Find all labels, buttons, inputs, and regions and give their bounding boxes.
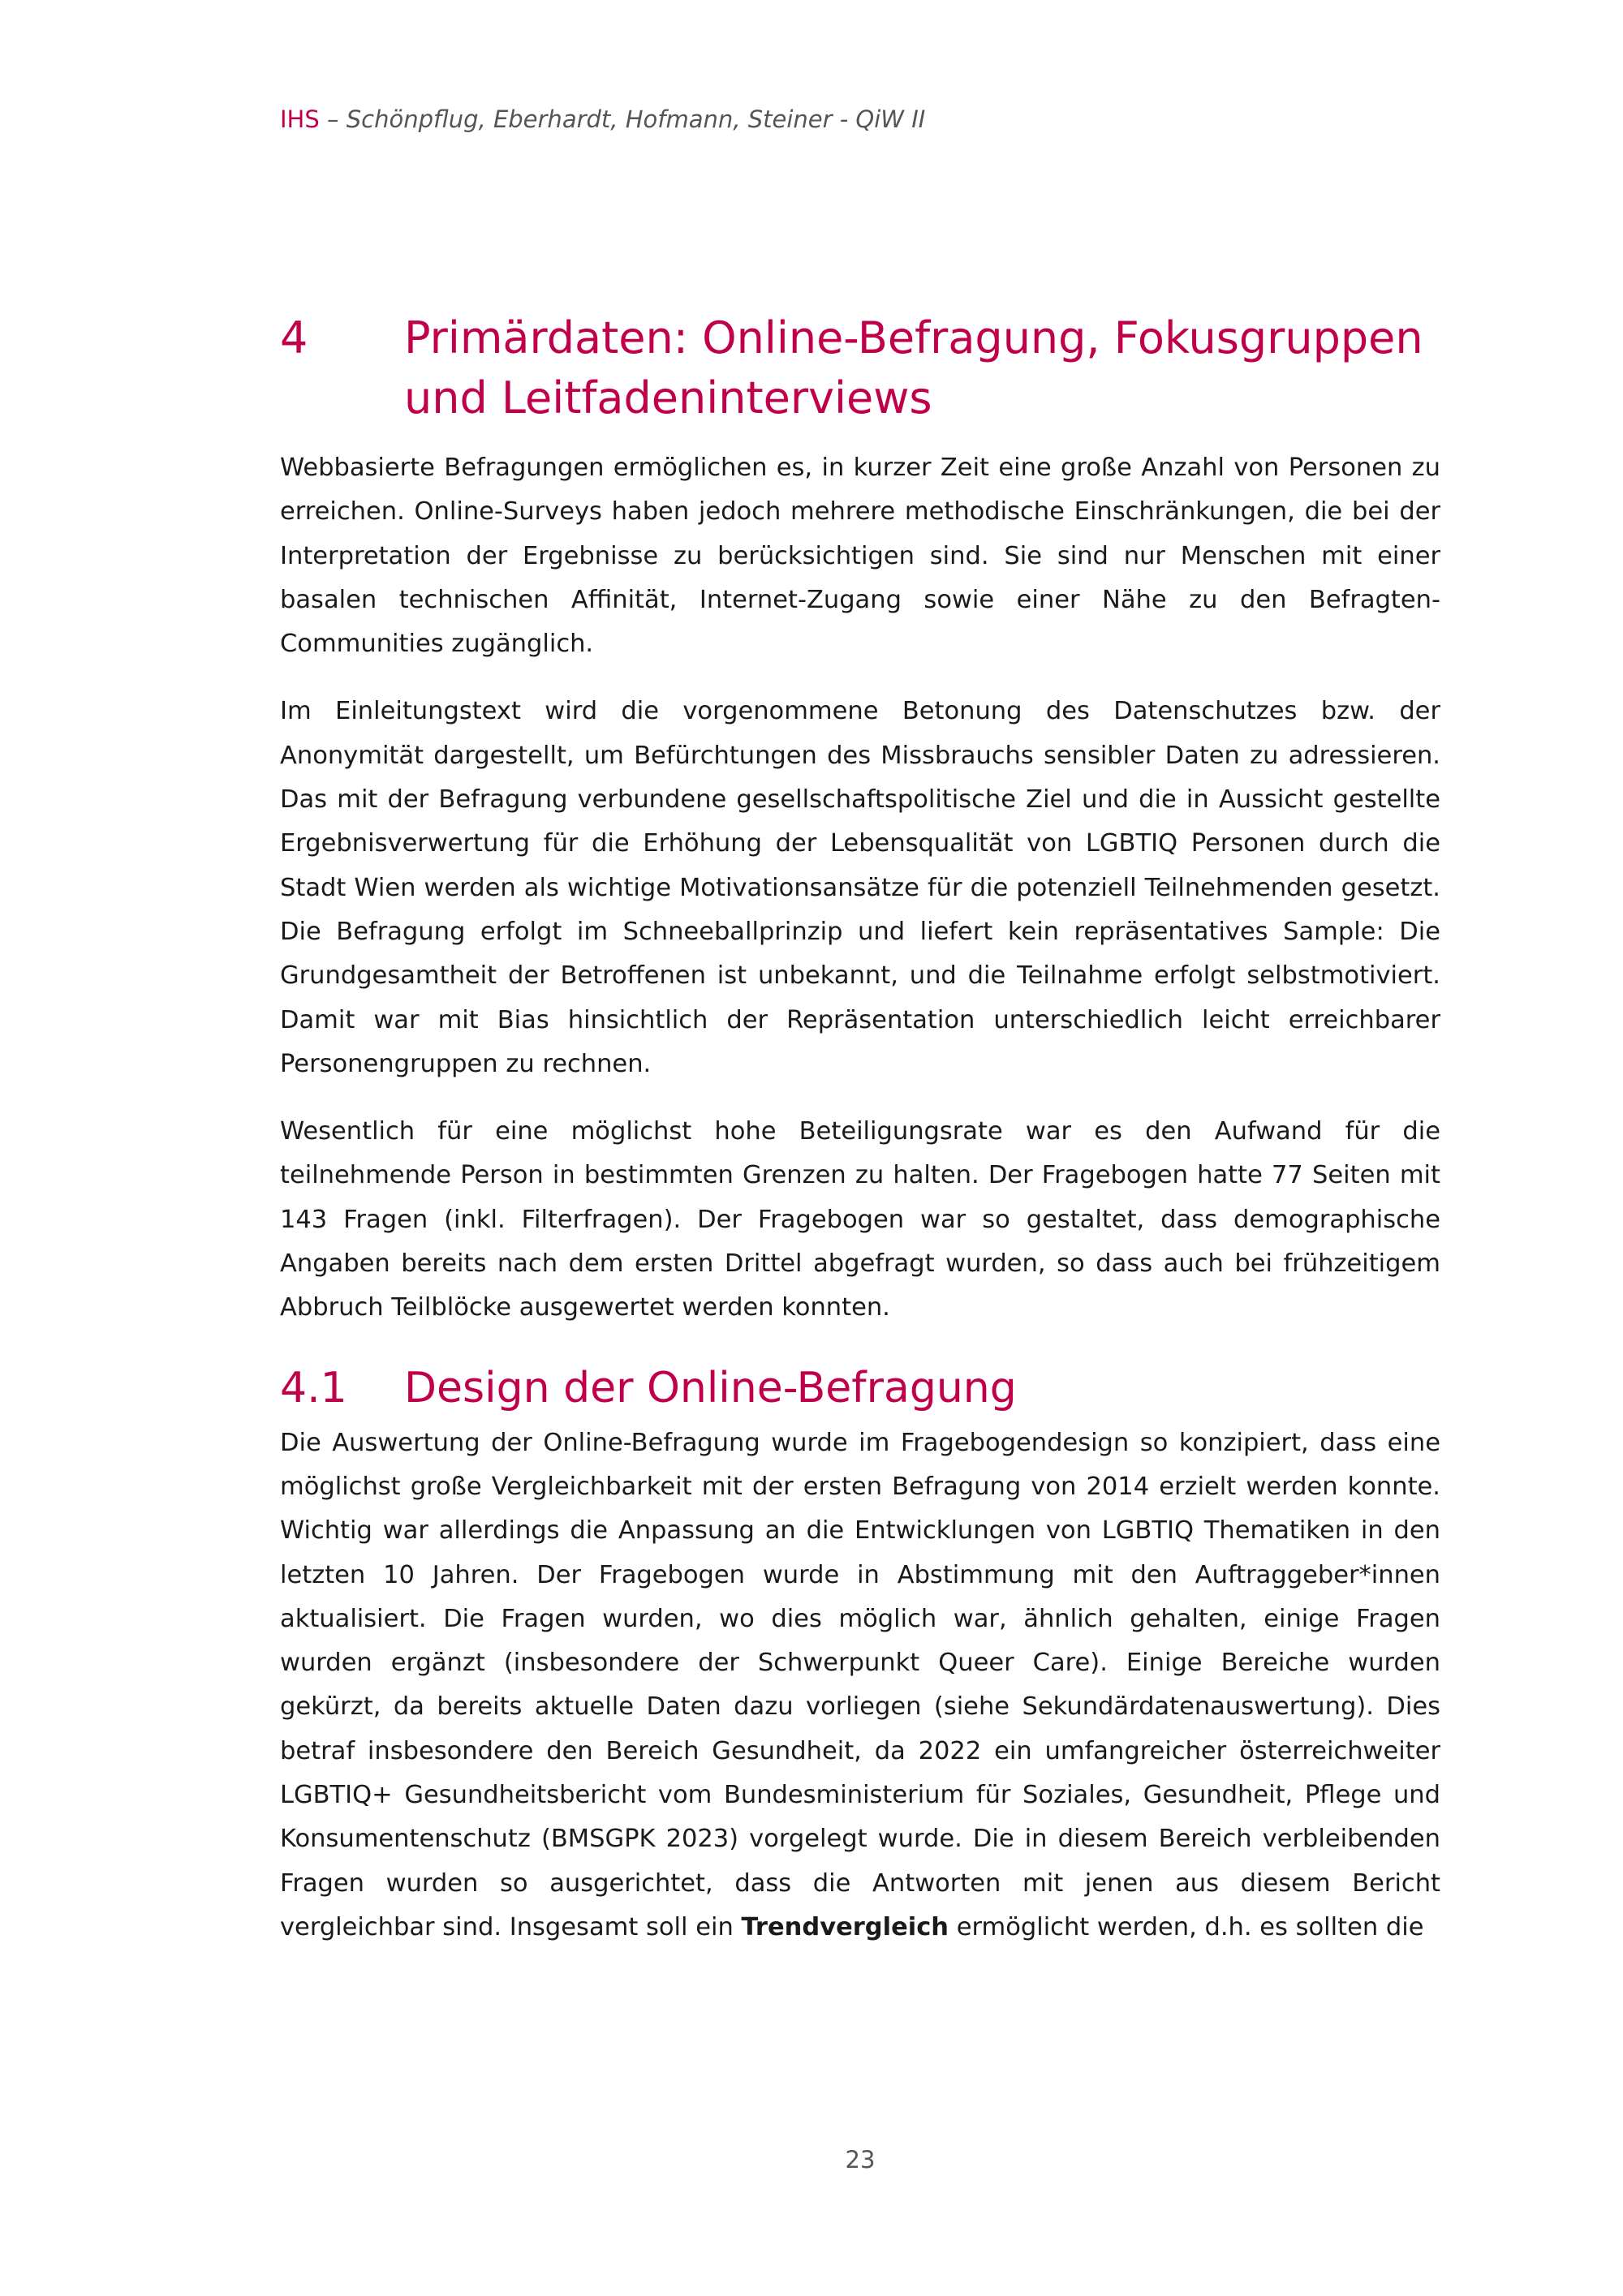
bold-term: Trendvergleich (741, 1912, 949, 1941)
chapter-number: 4 (280, 312, 308, 363)
header-authors: – Schönpflug, Eberhardt, Hofmann, Steiner - QiW II (319, 105, 926, 133)
paragraph-text: ermöglicht werden, d.h. es sollten die (949, 1912, 1424, 1941)
paragraph: Wesentlich für eine möglichst hohe Beteiligungsrate war es den Aufwand für die teilnehmende Person in bestimmten Grenzen zu halten. Der Fragebogen hatte 77 Seiten mit 143 Fragen (inkl. Filterfragen). Der Fragebogen war so gestaltet, dass demographische Angaben bereits nach dem ersten Drittel abgefragt wurden, so dass auch bei frühzeitigem Abbruch Teilblöcke ausgewertet werden konnten. (280, 1117, 1440, 1322)
section-title: Design der Online-Befragung (404, 1363, 1017, 1412)
section-heading (280, 1360, 1440, 1417)
paragraph: Webbasierte Befragungen ermöglichen es, in kurzer Zeit eine große Anzahl von Personen zu erreichen. Online-Surveys haben jedoch mehrere methodische Einschränkungen, die bei der Interpretation der Ergebnisse zu berücksichtigen sind. Sie sind nur Menschen mit einer basalen technischen Affinität, Internet-Zugang sowie einer Nähe zu den Befragten-Communities zugänglich. (280, 454, 1440, 659)
chapter-heading (280, 308, 1440, 428)
page-number: 23 (845, 2146, 876, 2173)
chapter-title: Primärdaten: Online-Befragung, Fokusgruppen und Leitfadeninterviews (404, 312, 1423, 424)
paragraph-text: Die Auswertung der Online-Befragung wurde im Fragebogendesign so konzipiert, dass eine möglichst große Vergleichbarkeit mit der ersten Befragung von 2014 erzielt werden konnte. Wichtig war allerdings die Anpassung an die Entwicklungen von LGBTIQ Thematiken in den letzten 10 Jahren. Der Fragebogen wurde in Abstimmung mit den Auftraggeber*innen aktualisiert. Die Fragen wurden, wo dies möglich war, ähnlich gehalten, einige Fragen wurden ergänzt (insbesondere der Schwerpunkt Queer Care). Einige Bereiche wurden gekürzt, da bereits aktuelle Daten dazu vorliegen (siehe Sekundärdatenauswertung). Dies betraf insbesondere den Bereich Gesundheit, da 2022 ein umfangreicher österreichweiter LGBTIQ+ Gesundheitsbericht vom Bundesministerium für Soziales, Gesundheit, Pflege und Konsumentenschutz (BMSGPK 2023) vorgelegt wurde. Die in diesem Bereich verbleibenden Fragen wurden so ausgerichtet, dass die Antworten mit jenen aus diesem Bericht vergleichbar sind. Insgesamt soll ein (280, 1428, 1440, 1941)
running-header (280, 105, 925, 133)
page-content (280, 308, 1440, 1973)
section-number: 4.1 (280, 1363, 347, 1412)
paragraph (280, 1421, 1440, 1950)
paragraph: Im Einleitungstext wird die vorgenommene Betonung des Datenschutzes bzw. der Anonymität dargestellt, um Befürchtungen des Missbrauchs sensibler Daten zu adressieren. Das mit der Befragung verbundene gesellschaftspolitische Ziel und die in Aussicht gestellte Ergebnisverwertung für die Erhöhung der Lebensqualität von LGBTIQ Personen durch die Stadt Wien werden als wichtige Motivationsansätze für die potenziell Teilnehmenden gesetzt. Die Befragung erfolgt im Schneeballprinzip und liefert kein repräsentatives Sample: Die Grundgesamtheit der Betroffenen ist unbekannt, und die Teilnahme erfolgt selbstmotiviert. Damit war mit Bias hinsichtlich der Repräsentation unterschiedlich leicht erreichbarer Personengruppen zu rechnen. (280, 697, 1440, 1078)
header-brand: IHS (280, 105, 320, 133)
